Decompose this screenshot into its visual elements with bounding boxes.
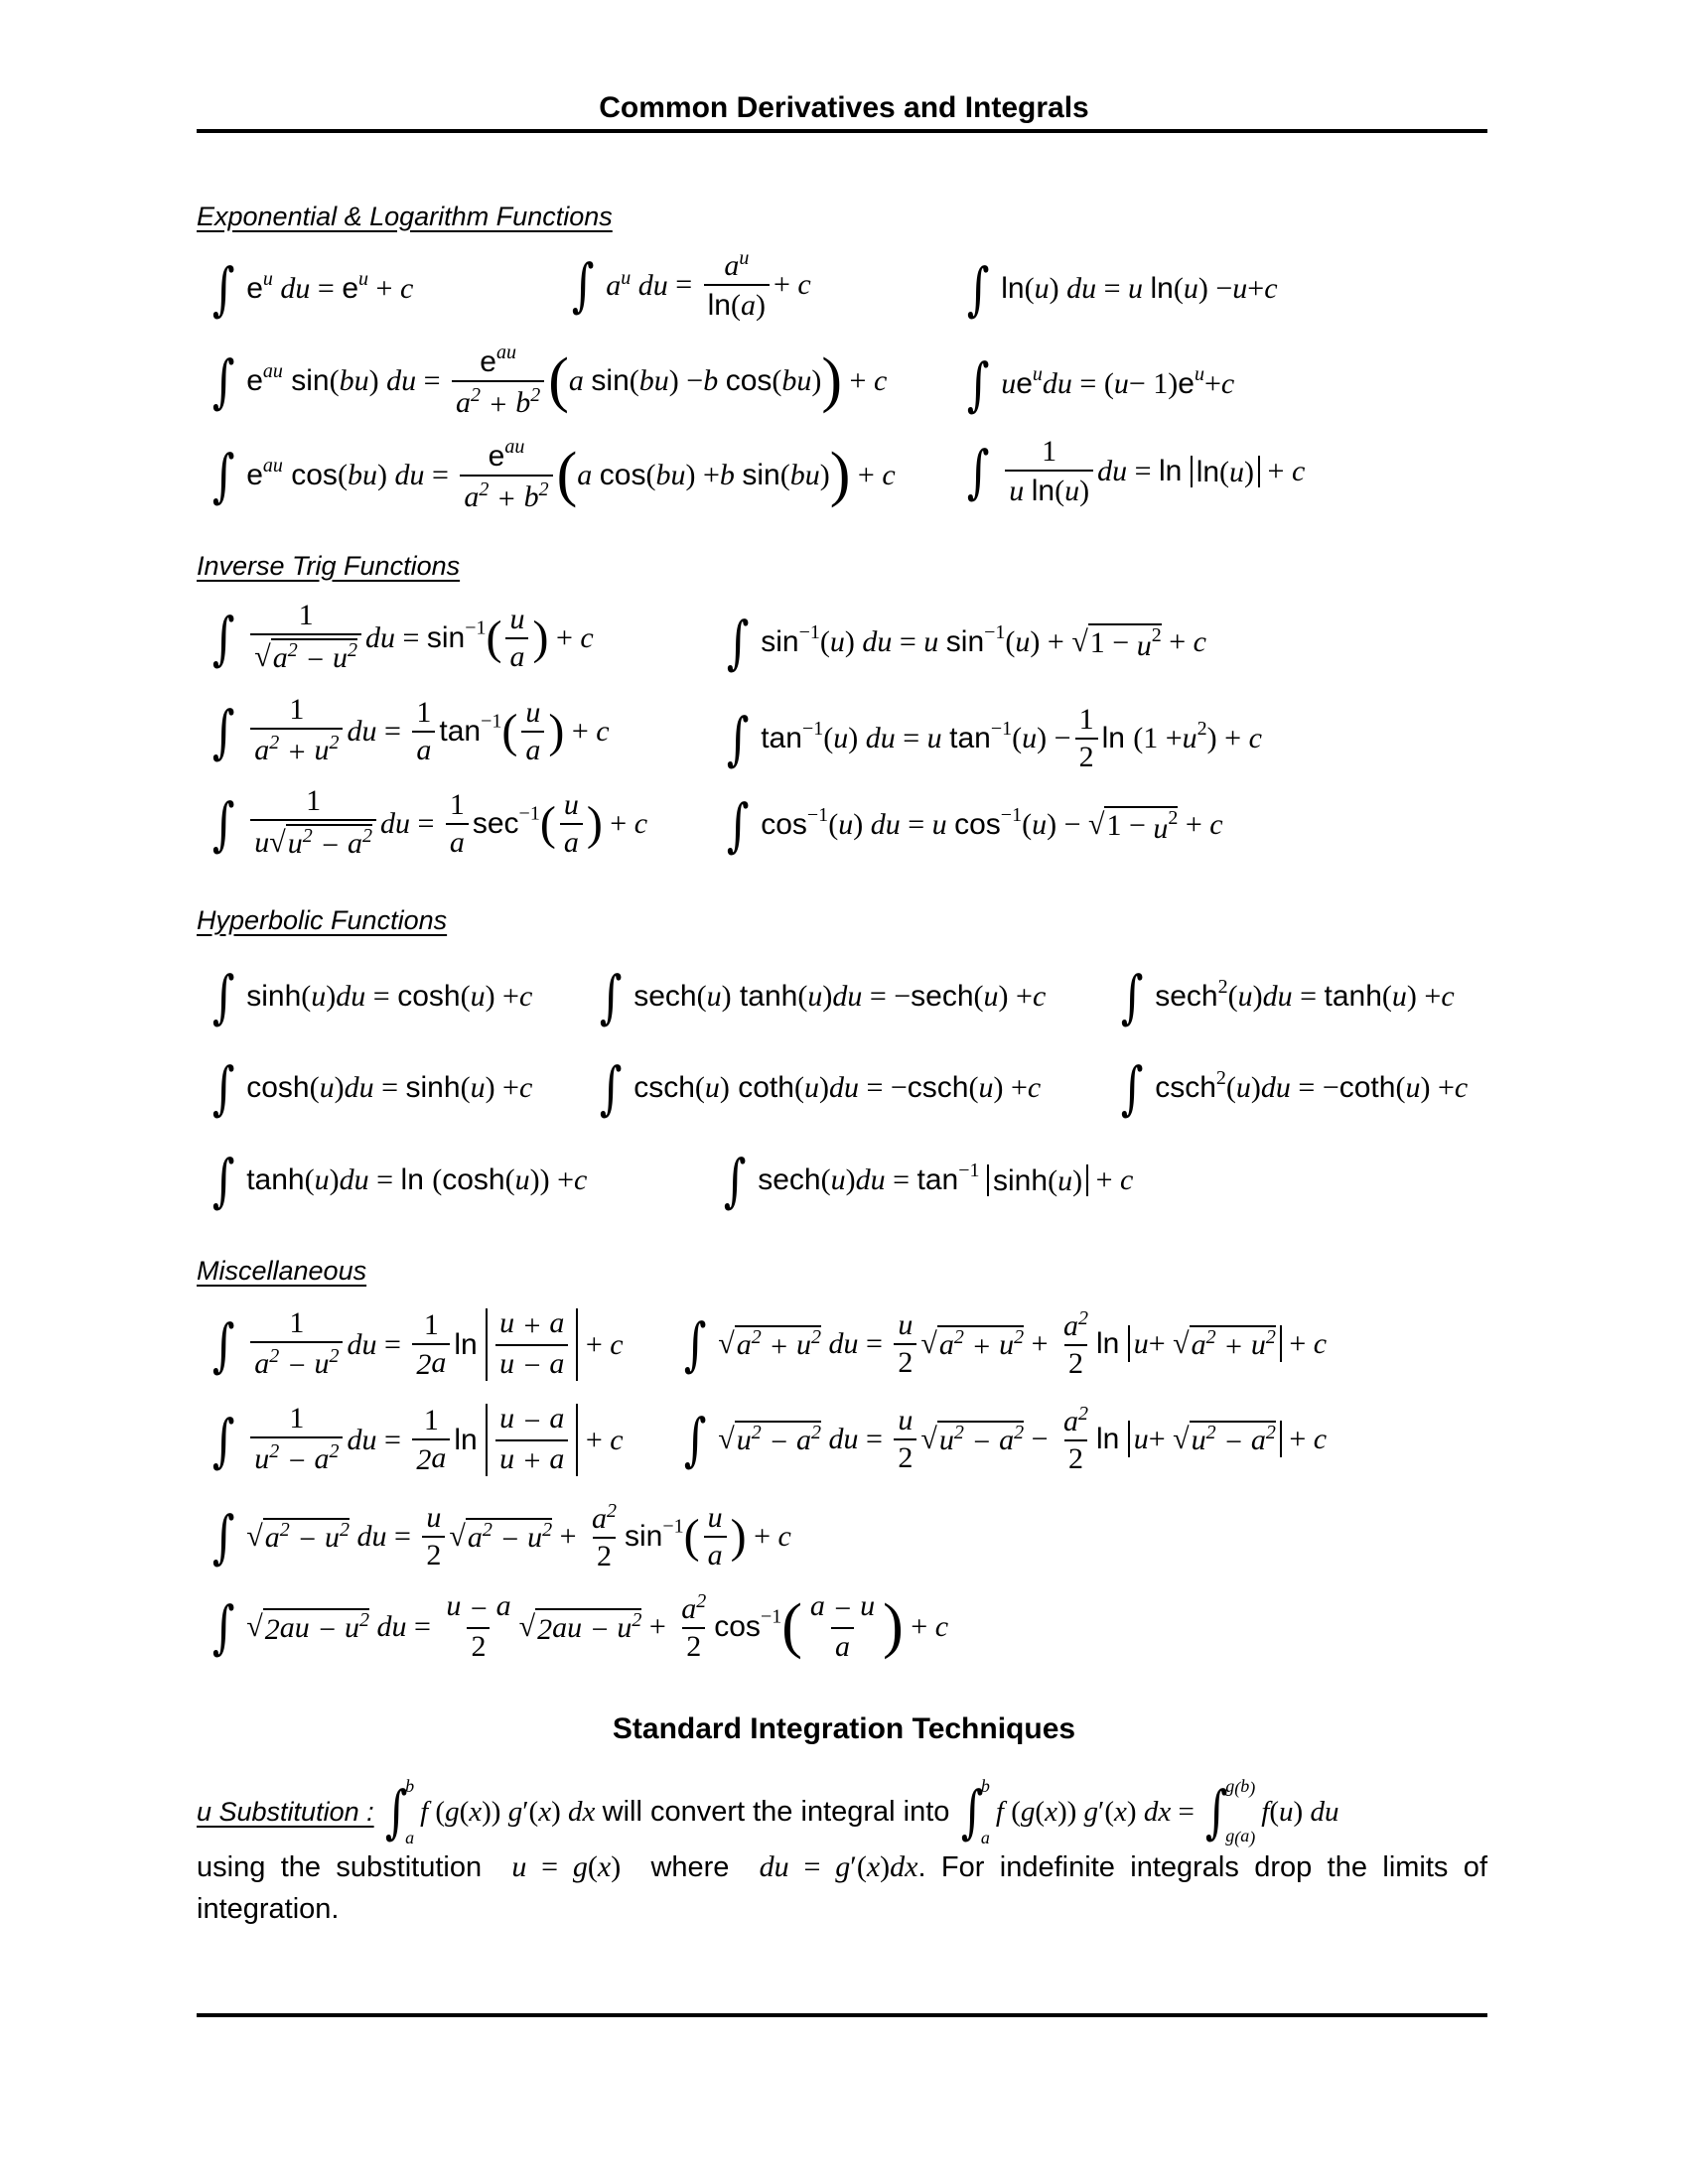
formula-hyp-2: ∫ sech(u) tanh(u)du = −sech(u) +c — [599, 963, 1047, 1030]
formula-hyp-3: ∫ sech$^2$(u)du = tanh(u) +c — [1120, 963, 1455, 1030]
section-heading-inverse-trig: Inverse Trig Functions — [197, 551, 461, 581]
techniques-heading: Standard Integration Techniques — [612, 1712, 1076, 1745]
top-rule — [197, 129, 1487, 133]
formula-misc-3: ∫ $\frac{1}{u^2 - a^2}$ du = $\frac{1}{2a}$ ln $\frac{u - a}{u + a}$ + c — [211, 1402, 624, 1478]
formula-exp-6: ∫ $e^{au}$ cos(bu) du = $\frac{e^{au}}{a^2 + b^2}$ (a cos(bu) +b sin(bu)) + c — [211, 436, 896, 516]
u-substitution-label: u Substitution : — [197, 1796, 374, 1827]
formula-trig-4: ∫ $\tan^{-1}(u)$ du = u $\tan^{-1}(u)$ − $\frac{1}{2}$ $\ln (1 +u^2) + c$ — [726, 703, 1262, 773]
u-substitution-mid-text: will convert the integral into — [602, 1795, 950, 1828]
formula-trig-2: ∫ $\sin^{-1}(u)$ du = u $\sin^{-1}(u) + √1 - u^2 + c$ — [726, 609, 1206, 676]
formula-exp-4: ∫ $e^{au}$ sin(bu) du = $\frac{e^{au}}{a^2 + b^2}$ (a sin(bu) −b cos(bu)) + c — [211, 341, 888, 422]
formula-hyp-7: ∫ tanh(u)du = ln (cosh(u)) +c — [211, 1147, 588, 1214]
formula-hyp-8: ∫ $\sec h(u)du = \tan^{-1} \sinh(u) + c$ — [723, 1147, 1134, 1214]
formula-misc-5: ∫ $√a^2 - u^2$ du = $\frac{u}{2}$ $√a^2 - u^2$ + $\frac{a^2}{2}$ $\sin^{-1}$( $\frac{u}{a}$ ) + c — [211, 1500, 791, 1572]
formula-misc-4: ∫ $√u^2 - a^2$ du = $\frac{u}{2}$ $√u^2 - a^2$ − $\frac{a^2}{2}$ $\ln u+ √u^2 - a^2 + c$ — [683, 1403, 1328, 1475]
u-substitution-line: u Substitution : ∫ b a f (g(x)) g′(x) dx will convert the integral into ∫ b a f (g(x)) g′(x) dx = ∫ g(b) g(a) f(u) du — [197, 1776, 1339, 1847]
formula-exp-2: ∫ $a^u$ du = $\frac{a^u}{\ln(a)}$ + c — [571, 247, 811, 323]
formula-misc-6: ∫ $√2au - u^2$ du = $\frac{u - a}{2}$ $√2au - u^2$ + $\frac{a^2}{2}$ $\cos^{-1}$( $\frac{a - u}{a}$ ) + c — [211, 1589, 949, 1663]
formula-misc-1: ∫ $\frac{1}{a^2 - u^2}$ du = $\frac{1}{2a}$ ln $\frac{u + a}{u - a}$ + c — [211, 1306, 624, 1383]
formula-exp-3: ∫ ln(u) du = u ln(u) −u+c — [966, 255, 1278, 323]
formula-hyp-6: ∫ csch$^2$(u)du = −coth(u) +c — [1120, 1054, 1469, 1122]
formula-trig-5: ∫ $\frac{1}{u√u^2 - a^2}$ du = $\frac{1}{a}$ $\sec^{-1}$( $\frac{u}{a}$ ) + c — [211, 784, 648, 863]
formula-misc-2: ∫ $√a^2 + u^2$ du = $\frac{u}{2}$ $√a^2 + u^2$ + $\frac{a^2}{2}$ $\ln u+ √a^2 + u^2 + c$ — [683, 1307, 1328, 1380]
formula-hyp-5: ∫ csch(u) coth(u)du = −csch(u) +c — [599, 1054, 1042, 1122]
section-heading-hyperbolic: Hyperbolic Functions — [197, 905, 448, 935]
body-text-1: using the substitution — [197, 1851, 483, 1883]
u-substitution-body: using the substitution u = g(x) where du = g′(x)dx. For indefinite integrals drop the limits of integration. — [197, 1850, 1487, 1925]
formula-exp-1: ∫ $e^u$ du = $e^u + c$ — [211, 255, 414, 323]
section-heading-miscellaneous: Miscellaneous — [197, 1256, 367, 1286]
page-title: Common Derivatives and Integrals — [599, 91, 1089, 124]
formula-exp-5: ∫ $ue^udu = (u- 1)e^u+c$ — [966, 350, 1235, 418]
bottom-rule — [197, 2013, 1487, 2017]
formula-trig-6: ∫ $\cos^{-1}(u)$ du = u $\cos^{-1}(u) - √1 - u^2 + c$ — [726, 791, 1223, 859]
formula-hyp-4: ∫ cosh(u)du = sinh(u) +c — [211, 1054, 533, 1122]
body-text-2: where — [650, 1851, 730, 1883]
formula-trig-3: ∫ $\frac{1}{a^2 + u^2}$ du = $\frac{1}{a}$ $\tan^{-1}$( $\frac{u}{a}$ ) + c — [211, 693, 610, 769]
section-heading-exponential: Exponential & Logarithm Functions — [197, 202, 613, 231]
body-text-3: . For indefinite integrals drop the limits of integration. — [197, 1851, 1487, 1925]
formula-trig-1: ∫ $\frac{1}{√a^2 - u^2}$ du = $\sin^{-1}$( $\frac{u}{a}$ ) + c — [211, 599, 594, 677]
formula-hyp-1: ∫ sinh(u)du = cosh(u) +c — [211, 963, 533, 1030]
formula-exp-7: ∫ $\frac{1}{\text{u ln(u)}}$ du = ln ln(u) + c — [966, 435, 1306, 508]
